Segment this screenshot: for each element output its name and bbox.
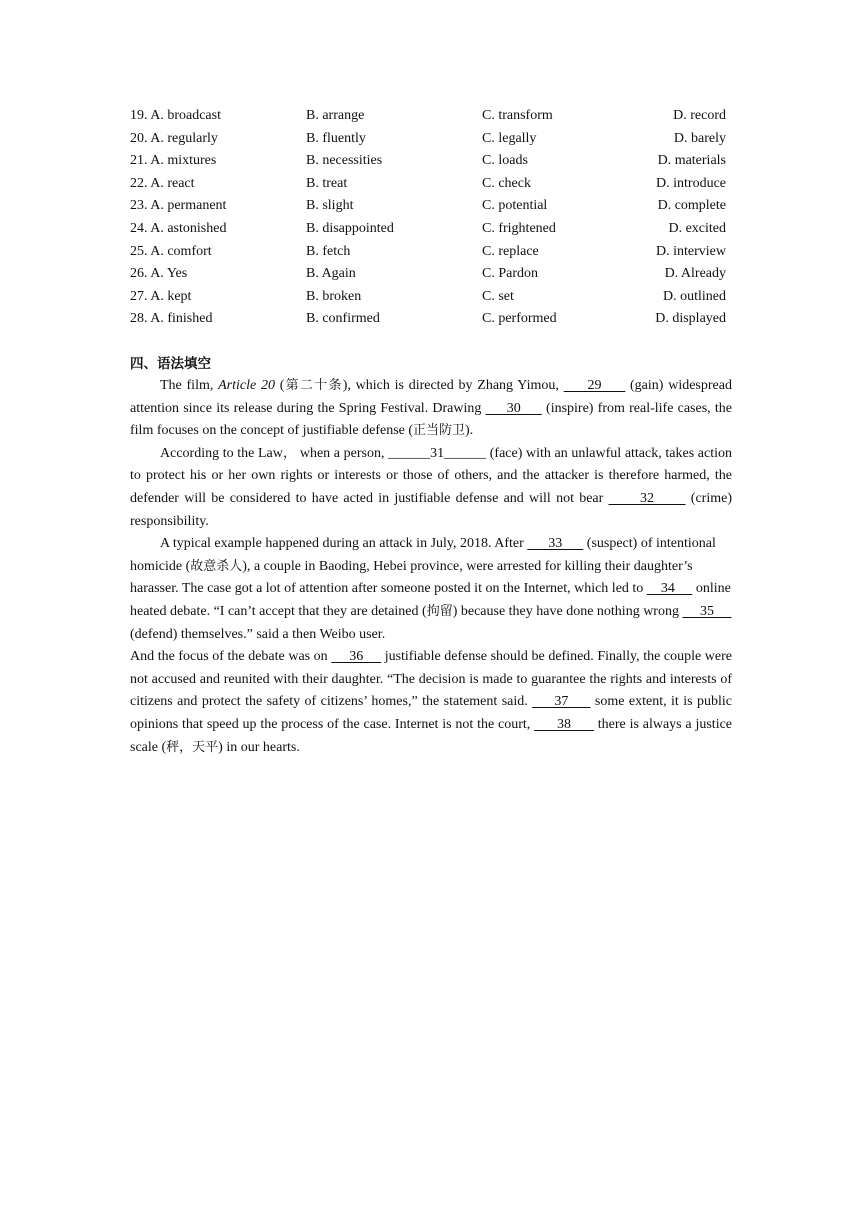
option-a: 23. A. permanent: [130, 198, 227, 214]
option-d: D. barely: [673, 130, 726, 146]
text: ) because they have done nothing wrong: [452, 603, 683, 619]
option-b: B. disappointed: [306, 220, 394, 236]
option-d: D. materials: [657, 153, 726, 169]
text: ).: [465, 423, 474, 439]
text: some extent, it is public opinions that speed up the process of the case. Internet is not the court,: [130, 694, 732, 732]
option-row-26: [130, 263, 740, 286]
option-d: D. excited: [668, 220, 726, 236]
option-c: C. performed: [482, 311, 557, 327]
text: (suspect) of intentional homicide (: [130, 536, 716, 574]
option-a: 25. A. comfort: [130, 243, 212, 259]
blank-32: 32: [608, 490, 686, 506]
option-c: C. Pardon: [482, 266, 538, 282]
option-b: B. arrange: [306, 108, 365, 123]
blank-30: 30: [485, 400, 542, 416]
option-d: D. introduce: [656, 175, 726, 191]
text: when a person, ______31______ (face) with an unlawful attack, takes action to protect his or her own rights or interests or those of others, and the attacker is therefore harmed, the defender will be considered to have acted in justifiable defense and will not bear: [130, 445, 732, 506]
option-b: B. Again: [306, 266, 356, 282]
blank-33: 33: [527, 536, 584, 552]
chinese-gloss: 拘留: [426, 603, 453, 619]
blank-34: 34: [646, 581, 693, 597]
text: (crime) responsibility.: [130, 490, 732, 529]
option-b: B. fetch: [306, 243, 351, 259]
option-b: B. treat: [306, 175, 348, 191]
option-d: D. interview: [656, 243, 726, 259]
option-row-25: [130, 241, 740, 264]
option-d: D. displayed: [655, 311, 726, 327]
passage-paragraph-1: [130, 375, 732, 443]
chinese-gloss: 第二十条: [284, 378, 343, 393]
text: A typical example happened during an attack in July, 2018. After: [160, 536, 528, 552]
option-c: C. legally: [482, 130, 537, 146]
option-row-22: [130, 173, 740, 196]
text: (defend) themselves.” said a then Weibo user.: [130, 626, 386, 642]
option-row-21: [130, 150, 740, 173]
text: (: [274, 378, 285, 393]
chinese-comma: ，: [282, 445, 297, 461]
blank-29: 29: [563, 378, 626, 393]
blank-35: 35: [682, 603, 732, 619]
text: online heated debate. “I can’t accept that they are detained (: [130, 581, 731, 619]
option-row-19: [130, 105, 740, 128]
chinese-gloss: 故意杀人: [190, 558, 243, 574]
option-d: D. outlined: [663, 288, 726, 304]
option-b: B. broken: [306, 288, 362, 304]
blank-36: 36: [331, 649, 382, 665]
option-a: 24. A. astonished: [130, 220, 227, 236]
option-row-23: [130, 195, 740, 218]
option-row-28: [130, 308, 740, 331]
text: (inspire) from real-life cases, the film focuses on the concept of justifiable defense (: [130, 400, 732, 439]
answer-options-table: [130, 105, 740, 331]
option-a: 21. A. mixtures: [130, 153, 217, 169]
option-c: C. replace: [482, 243, 539, 259]
option-c: C. set: [482, 288, 514, 304]
option-a: 26. A. Yes: [130, 266, 188, 282]
text: there is always a justice scale (: [130, 716, 733, 755]
option-d: D. Already: [664, 266, 726, 282]
text: The film,: [160, 378, 219, 393]
option-b: B. confirmed: [306, 311, 380, 327]
chinese-gloss: 正当防卫: [413, 423, 466, 439]
option-c: C. potential: [482, 198, 548, 214]
text: ), a couple in Baoding, Hebei province, were arrested for killing their daughter’s harasser. The case got a lot of attention after someone posted it on the Internet, which led to: [130, 558, 693, 597]
option-a: 27. A. kept: [130, 288, 192, 304]
passage-paragraph-2: [130, 443, 732, 533]
text: According to the Law: [160, 445, 283, 461]
option-c: C. frightened: [482, 220, 556, 236]
option-a: 20. A. regularly: [130, 130, 218, 146]
option-c: C. loads: [482, 153, 528, 169]
text: ) in our hearts.: [218, 739, 300, 755]
option-row-20: [130, 128, 740, 151]
option-c: C. check: [482, 175, 531, 191]
text: justifiable defense should be defined. Finally, the couple were not accused and reunited with their daughter. “The decision is made to guarantee the rights and interests of citizens and protect the safety of citizens’ homes,” the statement said.: [130, 649, 733, 710]
text: (gain) widespread attention since its release during the Spring Festival. Drawing: [130, 378, 732, 416]
blank-37: 37: [532, 694, 591, 710]
grammar-passage: [130, 375, 732, 759]
option-c: C. transform: [482, 108, 553, 123]
blank-38: 38: [534, 716, 594, 732]
option-a: 28. A. finished: [130, 311, 213, 327]
passage-paragraph-3: [130, 533, 732, 646]
passage-paragraph-4: [130, 646, 732, 759]
section-title: 四、语法填空: [130, 356, 211, 372]
text: And the focus of the debate was on: [130, 649, 332, 665]
option-row-24: [130, 218, 740, 241]
text: ), which is directed by Zhang Yimou,: [342, 378, 564, 393]
option-a: 22. A. react: [130, 175, 195, 191]
option-b: B. fluently: [306, 130, 366, 146]
option-a: 19. A. broadcast: [130, 108, 221, 123]
film-title: Article 20: [218, 378, 275, 393]
option-b: B. slight: [306, 198, 354, 214]
option-d: D. complete: [657, 198, 726, 214]
option-row-27: [130, 286, 740, 309]
option-b: B. necessities: [306, 153, 383, 169]
option-d: D. record: [673, 108, 726, 123]
chinese-gloss: 秤，天平: [166, 739, 219, 755]
